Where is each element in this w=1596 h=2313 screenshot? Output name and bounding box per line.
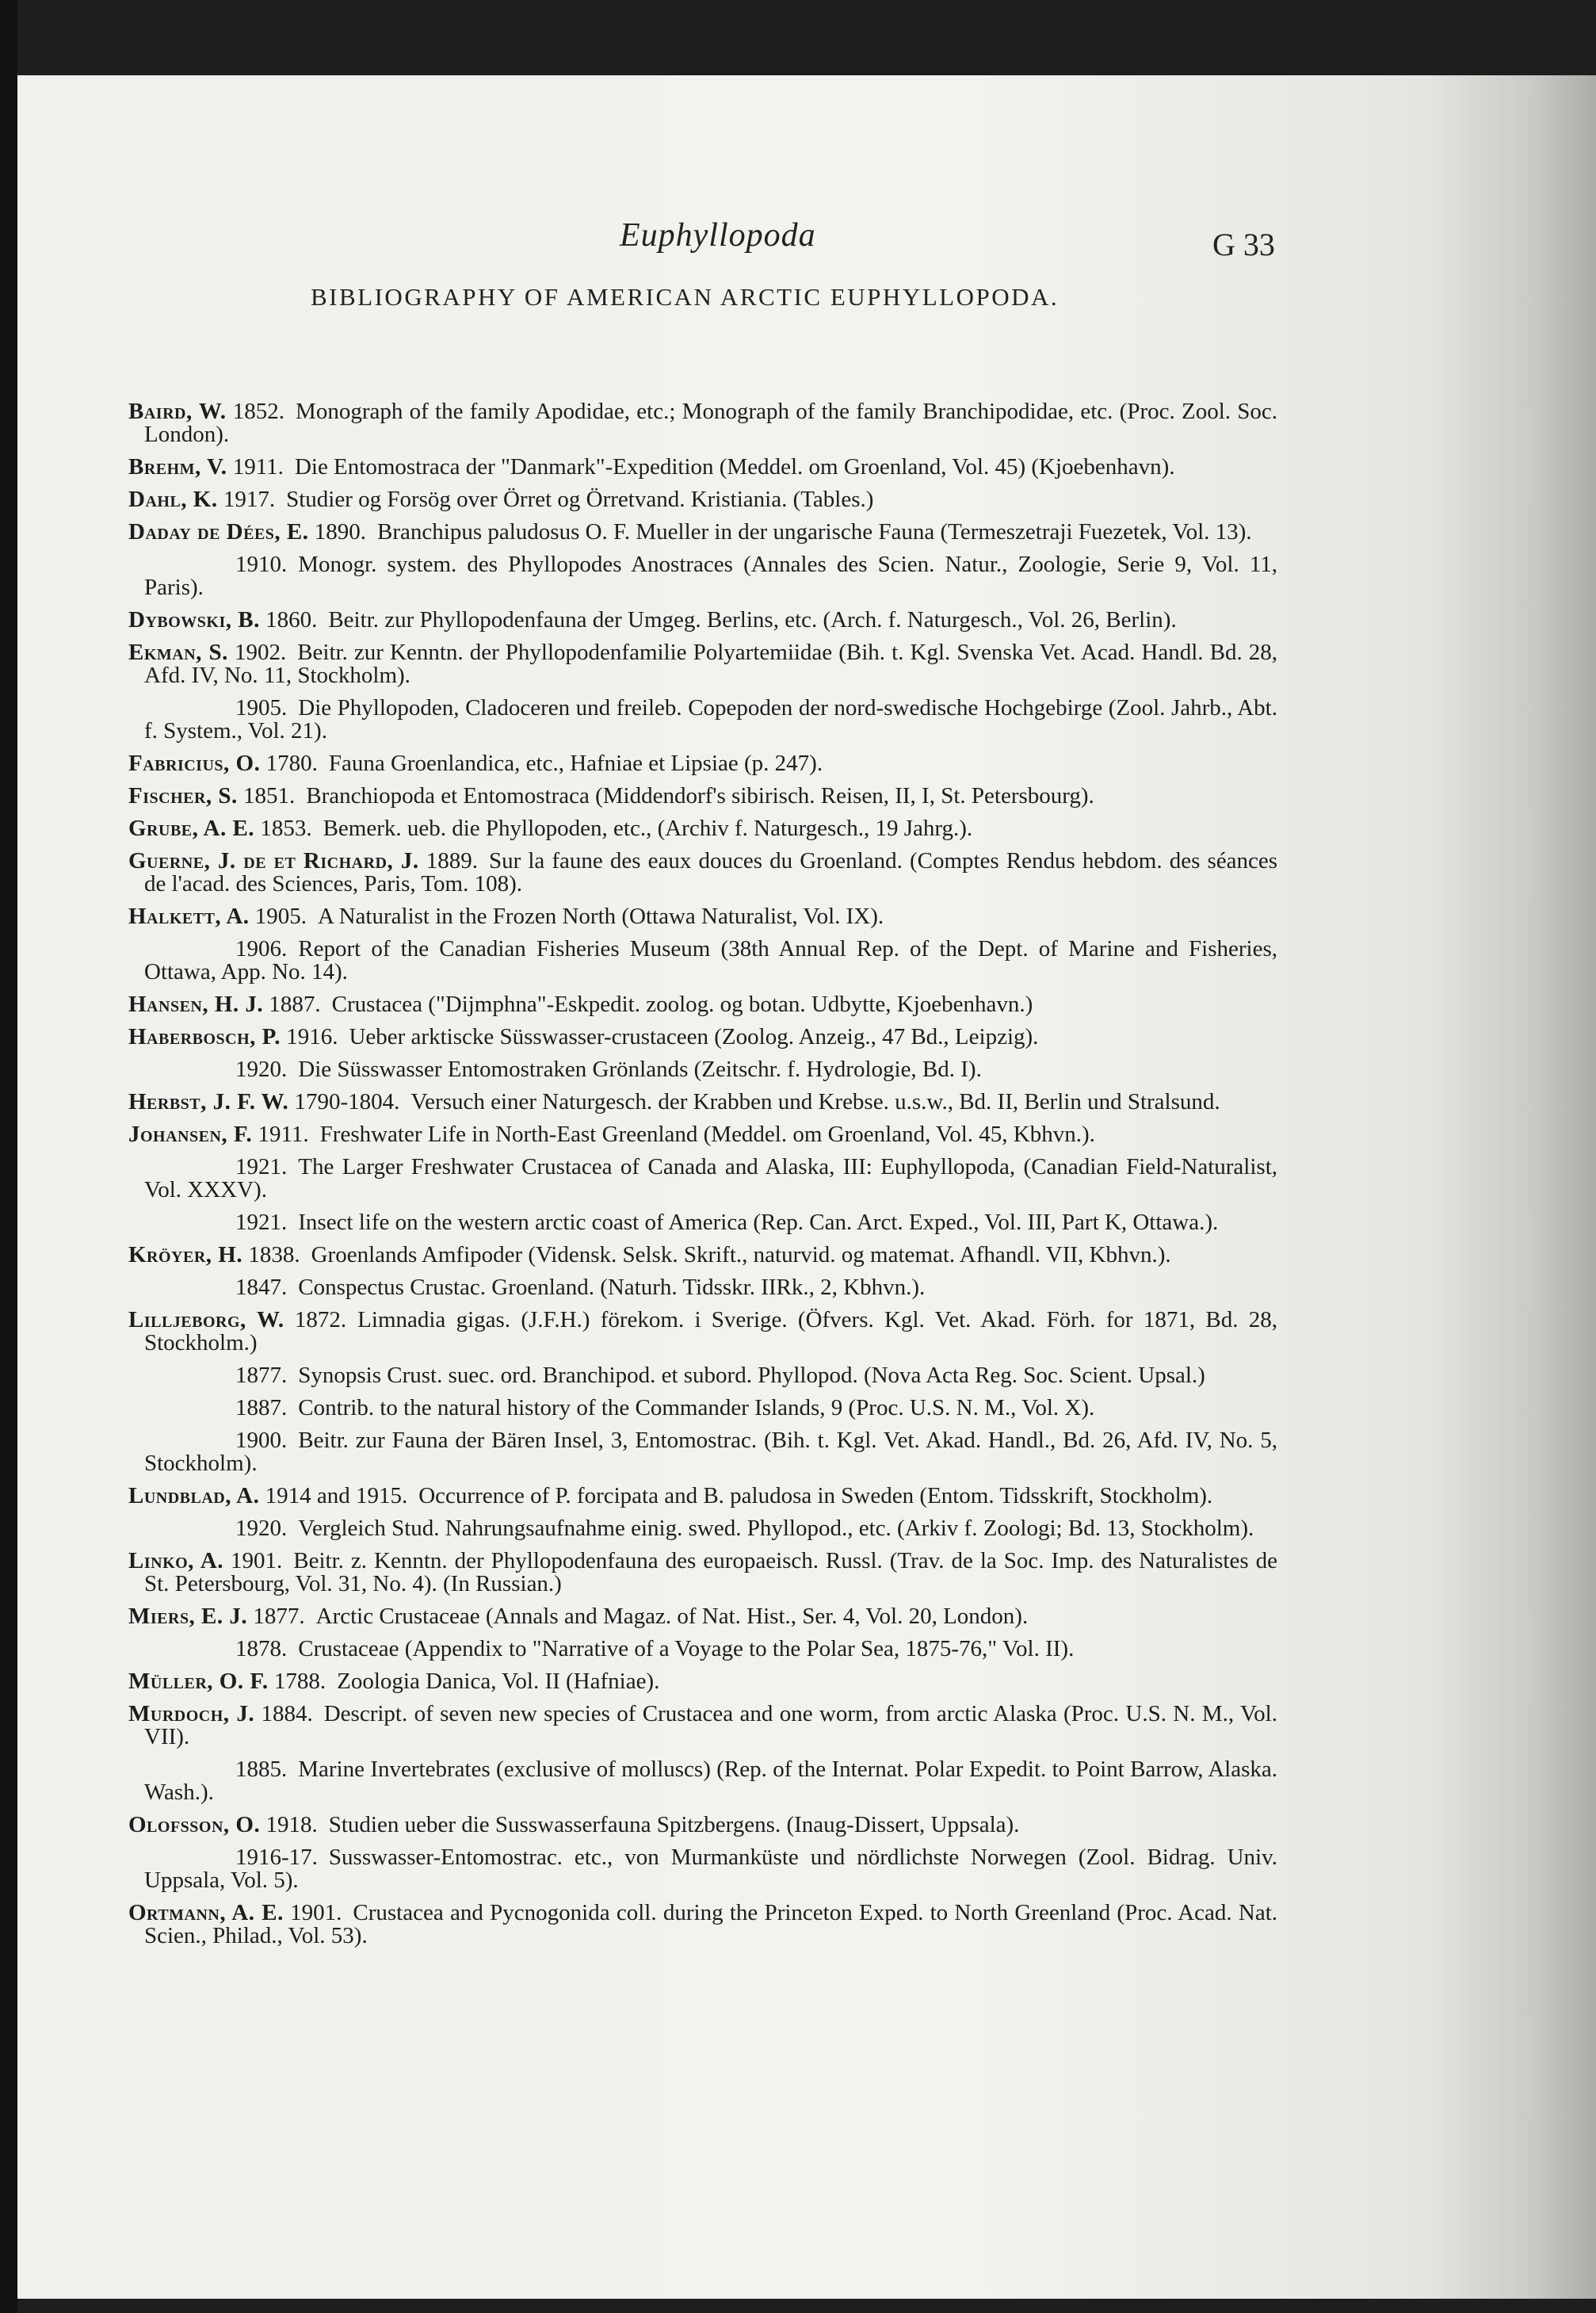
entry-year: 1911. <box>232 454 284 480</box>
entry-text: Bemerk. ueb. die Phyllopoden, etc., (Archiv f. Naturgesch., 19 Jahrg.). <box>323 816 973 841</box>
bibliography-entry <box>128 1156 1277 1202</box>
entry-text: Conspectus Crustac. Groenland. (Naturh. Tidsskr. IIRk., 2, Kbhvn.). <box>298 1275 926 1300</box>
entry-year: 1920. <box>235 1057 288 1082</box>
entry-text: Monogr. system. des Phyllopodes Anostraces (Annales des Scien. Natur., Zoologie, Serie 9, Vol. 11, Paris). <box>144 552 1277 600</box>
entry-text: Fauna Groenlandica, etc., Hafniae et Lipsiae (p. 247). <box>328 751 823 776</box>
bibliography-entry <box>128 1605 1277 1628</box>
entry-text: Synopsis Crust. suec. ord. Branchipod. et subord. Phyllopod. (Nova Acta Reg. Soc. Scient. Upsal.) <box>298 1363 1205 1388</box>
entry-author: Fabricius, O. <box>128 751 261 776</box>
entry-text: Crustacea and Pycnogonida coll. during the Princeton Exped. to North Greenland (Proc. Acad. Nat. Scien., Philad., Vol. 53). <box>144 1900 1278 1948</box>
entry-year: 1914 and 1915. <box>265 1483 408 1508</box>
page-shadow <box>1430 75 1596 2299</box>
entry-year: 1887. <box>235 1395 288 1420</box>
entry-year: 1921. <box>235 1210 288 1235</box>
entry-year: 1887. <box>269 992 321 1017</box>
entry-text: Freshwater Life in North-East Greenland (Meddel. om Groenland, Vol. 45, Kbhvn.). <box>319 1122 1095 1147</box>
entry-year: 1852. <box>232 399 285 424</box>
entry-year: 1877. <box>235 1363 288 1388</box>
entry-year: 1902. <box>234 640 287 665</box>
entry-year: 1910. <box>235 552 288 577</box>
bibliography-entry <box>128 553 1277 599</box>
bibliography-entry <box>128 521 1277 544</box>
entry-text: Marine Invertebrates (exclusive of molluscs) (Rep. of the Internat. Polar Expedit. to Point Barrow, Alaska. Wash.). <box>144 1757 1277 1805</box>
entry-year: 1851. <box>243 783 296 809</box>
entry-text: Versuch einer Naturgesch. der Krabben und Krebse. u.s.w., Bd. II, Berlin und Stralsund. <box>410 1089 1220 1114</box>
bibliography-entry <box>128 817 1277 840</box>
bibliography-entry <box>128 752 1277 775</box>
bibliography-entry <box>128 641 1277 687</box>
bibliography-entry <box>128 609 1277 632</box>
bibliography-entry <box>128 993 1277 1016</box>
entry-text: Report of the Canadian Fisheries Museum (38th Annual Rep. of the Dept. of Marine and Fisheries, Ottawa, App. No. 14). <box>144 936 1277 984</box>
bibliography-entry <box>128 1244 1277 1267</box>
entry-year: 1885. <box>235 1757 288 1782</box>
entry-author: Herbst, J. F. W. <box>128 1089 289 1114</box>
entry-author: Olofsson, O. <box>128 1812 261 1837</box>
entry-text: Studien ueber die Susswasserfauna Spitzbergens. (Inaug-Dissert, Uppsala). <box>328 1812 1020 1837</box>
entry-text: Zoologia Danica, Vol. II (Hafniae). <box>337 1669 660 1694</box>
entry-year: 1900. <box>235 1428 288 1453</box>
bibliography-entry <box>128 1846 1277 1892</box>
entry-text: Die Entomostraca der "Danmark"-Expedition (Meddel. om Groenland, Vol. 45) (Kjoebenhavn). <box>294 454 1175 480</box>
bibliography-entry <box>128 1485 1277 1508</box>
entry-year: 1790-1804. <box>294 1089 400 1114</box>
entry-text: Beitr. zur Phyllopodenfauna der Umgeg. Berlins, etc. (Arch. f. Naturgesch., Vol. 26, Berlin). <box>328 607 1177 633</box>
bibliography-list <box>128 400 1277 1957</box>
entry-author: Ekman, S. <box>128 640 228 665</box>
entry-text: Monograph of the family Apodidae, etc.; Monograph of the family Branchipodidae, etc. (Proc. Zool. Soc. London). <box>144 399 1277 447</box>
bibliography-entry <box>128 1091 1277 1114</box>
entry-year: 1889. <box>426 848 478 874</box>
entry-author: Baird, W. <box>128 399 227 424</box>
entry-year: 1838. <box>248 1242 300 1267</box>
entry-year: 1920. <box>235 1516 288 1541</box>
bibliography-entry <box>128 1517 1277 1540</box>
entry-text: Beitr. zur Kenntn. der Phyllopodenfamilie Polyartemiidae (Bih. t. Kgl. Svenska Vet. Acad. Handl. Bd. 28, Afd. IV, No. 11, Stockholm). <box>144 640 1278 688</box>
bibliography-entry <box>128 905 1277 928</box>
bibliography-entry <box>128 1902 1277 1948</box>
entry-author: Murdoch, J. <box>128 1701 255 1726</box>
entry-text: Die Süsswasser Entomostraken Grönlands (Zeitschr. f. Hydrologie, Bd. I). <box>298 1057 982 1082</box>
entry-year: 1878. <box>235 1636 288 1661</box>
entry-text: Limnadia gigas. (J.F.H.) förekom. i Sverige. (Öfvers. Kgl. Vet. Akad. Förh. for 1871, Bd. 28, Stockholm.) <box>144 1307 1277 1355</box>
bibliography-entry <box>128 697 1277 743</box>
entry-text: Ueber arktiscke Süsswasser-crustaceen (Zoolog. Anzeig., 47 Bd., Leipzig). <box>349 1024 1039 1049</box>
entry-author: Grube, A. E. <box>128 816 255 841</box>
bibliography-entry <box>128 1309 1277 1355</box>
entry-text: Branchipus paludosus O. F. Mueller in der ungarische Fauna (Termeszetraji Fuezetek, Vol. 13). <box>377 519 1252 545</box>
entry-text: Arctic Crustaceae (Annals and Magaz. of Nat. Hist., Ser. 4, Vol. 20, London). <box>315 1604 1029 1629</box>
entry-text: Vergleich Stud. Nahrungsaufnahme einig. swed. Phyllopod., etc. (Arkiv f. Zoologi; Bd. 13, Stockholm). <box>298 1516 1254 1541</box>
entry-author: Linko, A. <box>128 1548 224 1573</box>
page-number: G 33 <box>1212 227 1275 262</box>
entry-year: 1890. <box>314 519 367 545</box>
entry-year: 1917. <box>223 487 276 512</box>
entry-author: Fischer, S. <box>128 783 238 809</box>
entry-year: 1905. <box>235 695 288 721</box>
entry-author: Johansen, F. <box>128 1122 253 1147</box>
entry-author: Daday de Dées, E. <box>128 519 309 545</box>
entry-year: 1916-17. <box>235 1845 318 1870</box>
entry-author: Lilljeborg, W. <box>128 1307 284 1332</box>
entry-text: Groenlands Amfipoder (Vidensk. Selsk. Skrift., naturvid. og matemat. Afhandl. VII, Kbhvn.). <box>311 1242 1171 1267</box>
entry-text: A Naturalist in the Frozen North (Ottawa Naturalist, Vol. IX). <box>318 904 884 929</box>
bibliography-entry <box>128 400 1277 446</box>
entry-text: Die Phyllopoden, Cladoceren und freileb. Copepoden der nord-swedische Hochgebirge (Zool. Jahrb., Abt. f. System., Vol. 21). <box>144 695 1277 744</box>
bibliography-entry <box>128 1123 1277 1146</box>
entry-text: Sur la faune des eaux douces du Groenland. (Comptes Rendus hebdom. des séances de l'acad. des Sciences, Paris, Tom. 108). <box>144 848 1278 897</box>
entry-year: 1916. <box>286 1024 338 1049</box>
bibliography-entry <box>128 1429 1277 1475</box>
bibliography-entry <box>128 1026 1277 1049</box>
entry-text: Contrib. to the natural history of the Commander Islands, 9 (Proc. U.S. N. M., Vol. X). <box>298 1395 1095 1420</box>
entry-text: Occurrence of P. forcipata and B. paludosa in Sweden (Entom. Tidsskrift, Stockholm). <box>418 1483 1213 1508</box>
entry-text: The Larger Freshwater Crustacea of Canada and Alaska, III: Euphyllopoda, (Canadian Field-Naturalist, Vol. XXXV). <box>144 1154 1277 1202</box>
bibliography-entry <box>128 1670 1277 1693</box>
entry-year: 1911. <box>258 1122 309 1147</box>
entry-year: 1918. <box>265 1812 318 1837</box>
entry-author: Hansen, H. J. <box>128 992 264 1017</box>
bibliography-entry <box>128 456 1277 479</box>
bibliography-entry <box>128 1364 1277 1387</box>
entry-year: 1901. <box>231 1548 283 1573</box>
bibliography-entry <box>128 1058 1277 1081</box>
bibliography-entry <box>128 488 1277 511</box>
entry-author: Halkett, A. <box>128 904 250 929</box>
bibliography-entry <box>128 785 1277 808</box>
entry-text: Susswasser-Entomostrac. etc., von Murmanküste und nördlichste Norwegen (Zool. Bidrag. Univ. Uppsala, Vol. 5). <box>144 1845 1277 1893</box>
section-heading: BIBLIOGRAPHY OF AMERICAN ARCTIC EUPHYLLOPODA. <box>311 283 1060 311</box>
entry-year: 1905. <box>254 904 307 929</box>
entry-year: 1906. <box>235 936 288 962</box>
running-head: Euphyllopoda <box>620 217 816 254</box>
entry-author: Dybowski, B. <box>128 607 260 633</box>
bibliography-entry <box>128 1703 1277 1749</box>
entry-year: 1860. <box>265 607 318 633</box>
bibliography-entry <box>128 1397 1277 1420</box>
entry-year: 1853. <box>260 816 312 841</box>
entry-author: Kröyer, H. <box>128 1242 243 1267</box>
entry-year: 1788. <box>273 1669 326 1694</box>
entry-author: Brehm, V. <box>128 454 227 480</box>
entry-text: Branchiopoda et Entomostraca (Middendorf's sibirisch. Reisen, II, I, St. Petersbourg). <box>306 783 1094 809</box>
entry-author: Dahl, K. <box>128 487 218 512</box>
entry-year: 1877. <box>253 1604 305 1629</box>
bibliography-entry <box>128 850 1277 896</box>
bibliography-entry <box>128 1638 1277 1661</box>
bibliography-entry <box>128 938 1277 984</box>
entry-text: Crustaceae (Appendix to "Narrative of a Voyage to the Polar Sea, 1875-76," Vol. II). <box>298 1636 1075 1661</box>
bibliography-entry <box>128 1814 1277 1837</box>
entry-year: 1780. <box>265 751 318 776</box>
entry-text: Insect life on the western arctic coast of America (Rep. Can. Arct. Exped., Vol. III, Part K, Ottawa.). <box>298 1210 1219 1235</box>
entry-text: Crustacea ("Dijmphna"-Eskpedit. zoolog. og botan. Udbytte, Kjoebenhavn.) <box>331 992 1033 1017</box>
entry-author: Guerne, J. de et Richard, J. <box>128 848 419 874</box>
entry-text: Beitr. zur Fauna der Bären Insel, 3, Entomostrac. (Bih. t. Kgl. Vet. Akad. Handl., Bd. 26, Afd. IV, No. 5, Stockholm). <box>144 1428 1277 1476</box>
document-page <box>17 75 1596 2299</box>
scan-border <box>0 0 17 2313</box>
entry-author: Ortmann, A. E. <box>128 1900 284 1925</box>
entry-year: 1901. <box>290 1900 342 1925</box>
entry-year: 1884. <box>261 1701 313 1726</box>
bibliography-entry <box>128 1276 1277 1299</box>
entry-text: Studier og Forsög over Örret og Örretvand. Kristiania. (Tables.) <box>286 487 874 512</box>
entry-year: 1847. <box>235 1275 288 1300</box>
bibliography-entry <box>128 1211 1277 1234</box>
entry-author: Müller, O. F. <box>128 1669 269 1694</box>
entry-year: 1872. <box>294 1307 347 1332</box>
entry-author: Lundblad, A. <box>128 1483 260 1508</box>
entry-author: Miers, E. J. <box>128 1604 248 1629</box>
entry-text: Descript. of seven new species of Crustacea and one worm, from arctic Alaska (Proc. U.S. N. M., Vol. VII). <box>144 1701 1277 1749</box>
entry-year: 1921. <box>235 1154 288 1179</box>
bibliography-entry <box>128 1550 1277 1596</box>
entry-text: Beitr. z. Kenntn. der Phyllopodenfauna des europaeisch. Russl. (Trav. de la Soc. Imp. des Naturalistes de St. Petersbourg, Vol. 31, No. 4). (In Russian.) <box>144 1548 1278 1596</box>
entry-author: Haberbosch, P. <box>128 1024 281 1049</box>
bibliography-entry <box>128 1758 1277 1804</box>
